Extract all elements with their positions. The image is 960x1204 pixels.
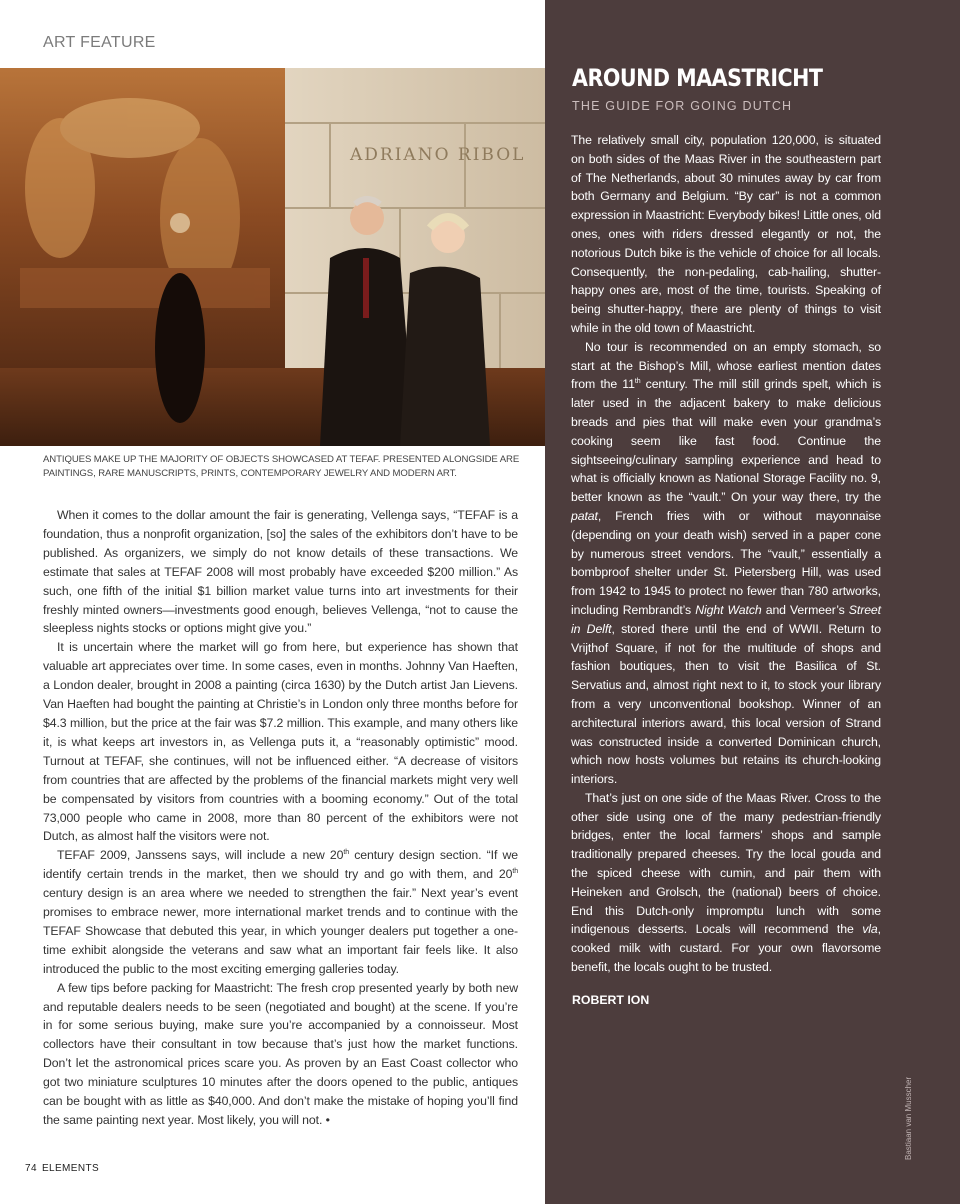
sidebar-body bbox=[571, 131, 881, 977]
page-folio bbox=[25, 1163, 104, 1174]
paragraph: The relatively small city, population 120,000, is situated on both sides of the Maas River in the southeastern part of The Netherlands, about 30 minutes away by car from both Germany and Belgium. “By car” is not a common expression in Maastricht: Everybody bikes! Little ones, old ones, ones with riders dressed elegantly or not, the notorious Dutch bike is the vehicle of choice for all locals. Consequently, the non-pedaling, cab-hailing, shutter-happy ones are, most of the time, tourists. Speaking of being shutter-happy, there are plenty of things to visit while in the old town of Maastricht. bbox=[571, 133, 881, 335]
photo-caption: ANTIQUES MAKE UP THE MAJORITY OF OBJECTS SHOWCASED AT TEFAF. PRESENTED ALONGSIDE ARE PAINTINGS, RARE MANUSCRIPTS, PRINTS, CONTEMPORARY JEWELRY AND MODERN ART. bbox=[43, 454, 520, 479]
article-body bbox=[43, 506, 518, 1130]
photo-credit: Bastiaan van Musscher bbox=[904, 1076, 913, 1160]
paragraph: That’s just on one side of the Maas River. Cross to the other side using one of the many pedestrian-friendly bridges, enter the local farmers’ shops and sample traditionally prepared cheeses. Try the local gouda and the spiced cheese with cumin, and pair them with Heineken and Grolsch, the (national) beers of choice. End this Dutch-only impromptu lunch with some indigenous desserts. Locals will recommend the vla, cooked milk with custard. For your own flavorsome benefit, the locals ought to be trusted. bbox=[571, 790, 881, 975]
magazine-name: ELEMENTS bbox=[41, 1163, 100, 1174]
author-byline: ROBERT ION bbox=[572, 993, 650, 1007]
paragraph: A few tips before packing for Maastricht: The fresh crop presented yearly by both new and reputable dealers needs to be seen (negotiated and bought) at the scene. If you’re in for some serious buying, make sure you’re accompanied by a connoisseur. Most collectors have their consultant in tow because that’s just how the market functions. Don’t let the astronomical prices scare you. As proven by an East Coast collector who got two miniature sculptures 10 minutes after the doors opened to the public, antiques can be bought with as little as $40,000. And don’t make the mistake of hoping you’ll find the same painting next year. Most likely, you will not. • bbox=[43, 980, 518, 1127]
photo-illustration bbox=[0, 68, 545, 446]
sidebar-title: AROUND MAASTRICHT bbox=[572, 64, 823, 92]
visitor-silhouette bbox=[155, 273, 205, 423]
paragraph: When it comes to the dollar amount the fair is generating, Vellenga says, “TEFAF is a foundation, thus a nonprofit organization, [so] the sales of the exhibitors don’t have to be published. As organizers, we simply do not know details of these transactions. We estimate that sales at TEFAF 2008 will most probably have exceeded $200 million.” As such, one fifth of the initial $1 billion market value turns into art investments for their freshly minted owners—investments good enough, believes Vellenga, “not to cause the sleepless nights stocks or options might give you.” bbox=[43, 508, 518, 636]
woman-in-coat bbox=[400, 267, 490, 446]
paragraph: It is uncertain where the market will go from here, but experience has shown that valuable art appreciates over time. In some cases, even in months. Johnny Van Haeften, a London dealer, brought in 2008 a painting (circa 1630) by the Dutch artist Jan Lievens. Van Haeften had bought the painting at Christie’s in London only three months before for $4.3 million, but the price at the fair was $7.2 million. This example, and many others like it, is what keeps art investors in, as Vellenga puts it, a “reasonably optimistic” mood. Turnout at TEFAF, she continues, will not be influenced either. “A decrease of visitors from countries that are affected by the problems of the financial markets might very well be compensated by visitors from countries with a booming economy.” Out of the total 73,000 people who came in 2008, more than 80 percent of the exhibitors were not Dutch, as almost half the visitors were not. bbox=[43, 640, 518, 844]
feature-photo bbox=[0, 68, 545, 446]
sidebar-subtitle: THE GUIDE FOR GOING DUTCH bbox=[572, 99, 793, 113]
page-number: 74 bbox=[25, 1163, 37, 1174]
engraved-text: ADRIANO RIBOL bbox=[350, 145, 526, 165]
section-label: ART FEATURE bbox=[43, 34, 156, 51]
paragraph: TEFAF 2009, Janssens says, will include a new 20th century design section. “If we identify certain trends in the market, then we should try and go with them, and 20th century design is an area where we needed to strengthen the fair.” Next year’s event promises to embrace newer, more international market trends and to continue with the TEFAF Showcase that debuted this year, in which younger dealers put together a one-time exhibit alongside the veterans and saw what an important fair feels like. It also introduced the public to the most exciting emerging galleries today. bbox=[43, 848, 518, 976]
paragraph: No tour is recommended on an empty stomach, so start at the Bishop’s Mill, whose earliest mention dates from the 11th century. The mill still grinds spelt, which is later used in the adjacent bakery to make delicious breads and pies that will make even your grandma’s cooking seem like fast food. Continue the sightseeing/culinary sampling experience and head to what is officially known as National Storage Facility no. 9, better known as the “vault.” On your way there, try the patat, French fries with or without mayonnaise (depending on your death wish) served in a paper cone by numerous street vendors. The “vault,” essentially a bombproof shelter under St. Pietersberg Hill, was used from 1942 to 1945 to protect no fewer than 780 artworks, including Rembrandt’s Night Watch and Vermeer’s Street in Delft, stored there until the end of WWII. Return to Vrijthof Square, if not for the multitude of shops and fashion boutiques, then to visit the Basilica of St. Servatius and, almost right next to it, to stock your library from a very unconventional bookshop. Winner of an architectural interiors award, this local version of Strand was constructed inside a converted Dominican church, which now hosts volumes but retains its church-looking interiors. bbox=[571, 339, 881, 787]
